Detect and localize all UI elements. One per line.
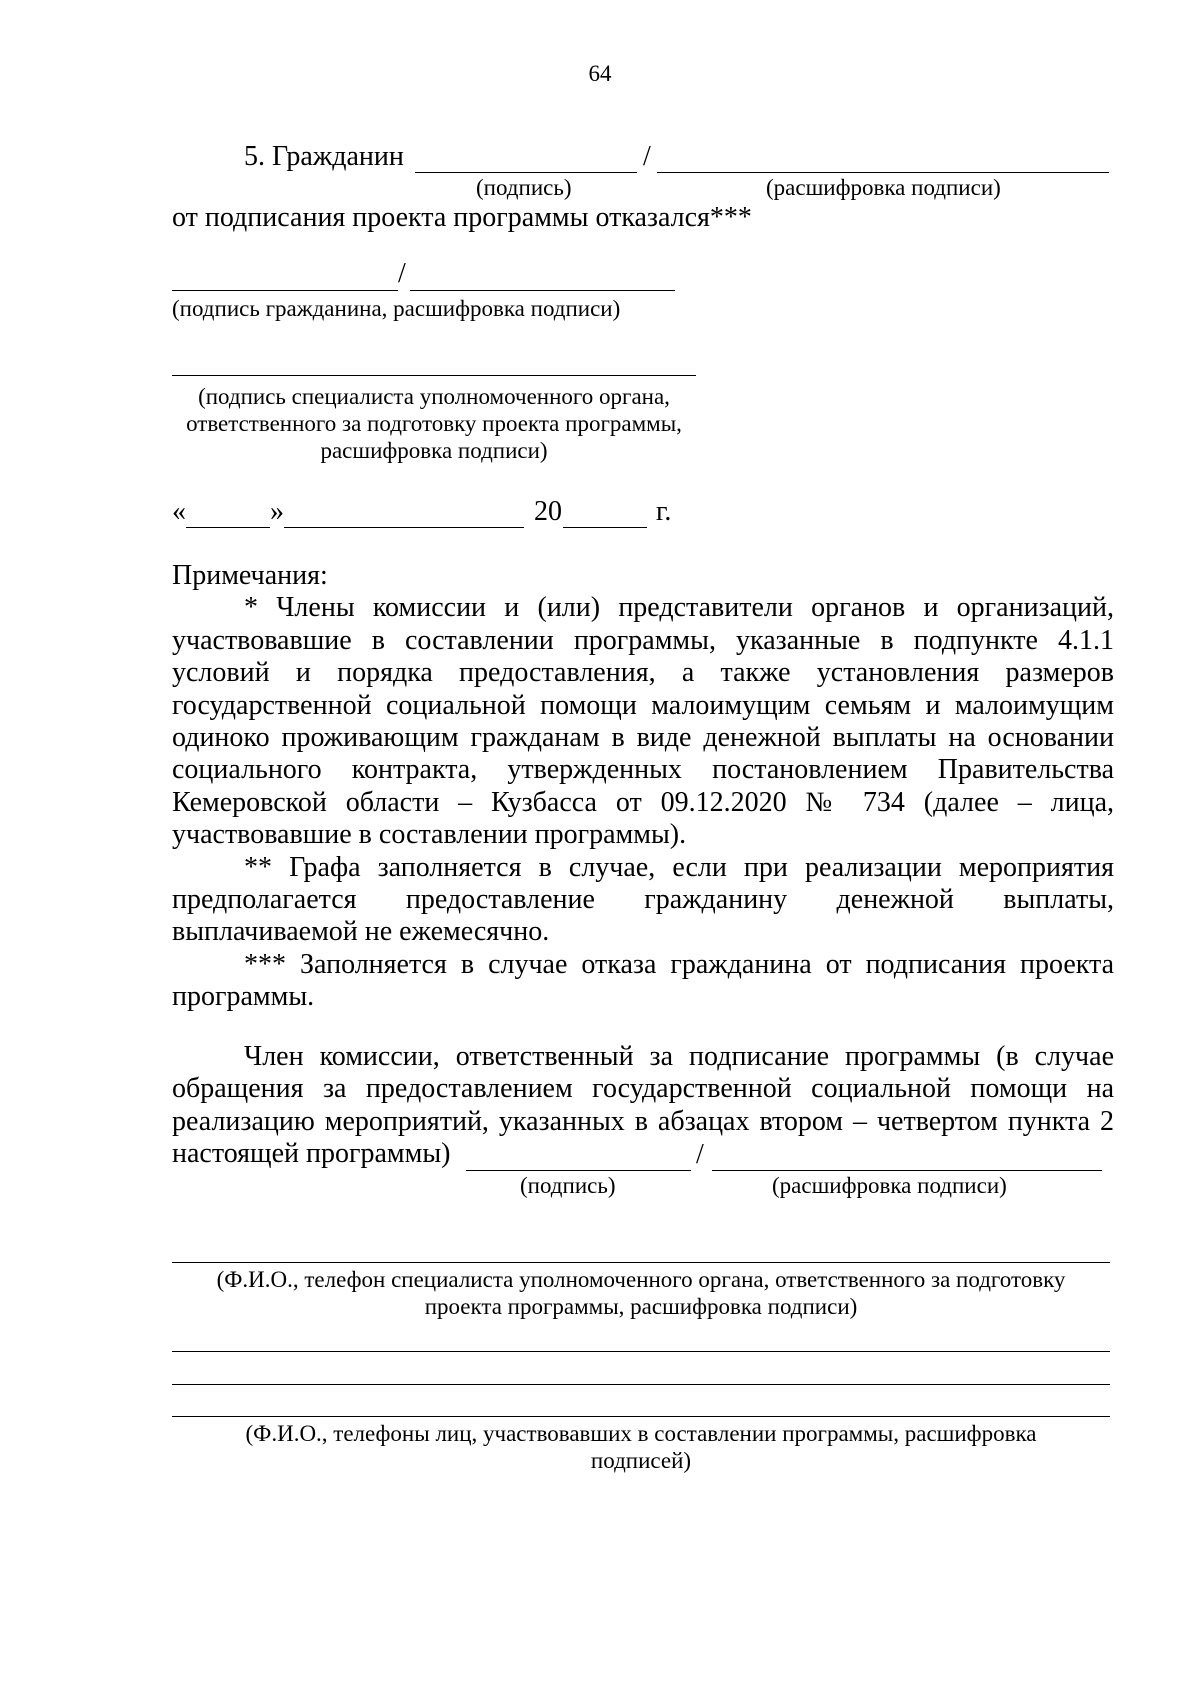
item5-label: 5. Гражданин bbox=[244, 141, 404, 172]
notes-heading: Примечания: bbox=[172, 560, 328, 591]
specialist-contact-caption-line1: (Ф.И.О., телефон специалиста уполномоченного органа, ответственного за подготовку bbox=[216, 1267, 1066, 1292]
item5-caption-signature: (подпись) bbox=[476, 175, 572, 200]
commission-block bbox=[172, 1041, 1114, 1171]
participants-caption-line2: подписей) bbox=[590, 1448, 692, 1473]
item5-decoding-line bbox=[657, 172, 1109, 173]
date-year-suffix: г. bbox=[656, 496, 672, 527]
specialist-caption bbox=[160, 383, 708, 464]
date-year-line bbox=[563, 527, 647, 528]
specialist-caption-line1: (подпись специалиста уполномоченного органа, bbox=[198, 384, 670, 409]
specialist-caption-line3: расшифровка подписи) bbox=[320, 438, 548, 463]
specialist-caption-line2: ответственного за подготовку проекта программы, bbox=[186, 411, 682, 436]
date-month-line bbox=[284, 527, 524, 528]
citizen-decoding-line bbox=[410, 290, 675, 291]
page-number: 64 bbox=[588, 61, 612, 86]
date-year-prefix: 20 bbox=[534, 496, 562, 527]
citizen-signature-line bbox=[172, 290, 398, 291]
participants-line-3 bbox=[172, 1416, 1110, 1417]
item5-caption-decoding: (расшифровка подписи) bbox=[766, 175, 1001, 200]
specialist-contact-caption bbox=[172, 1266, 1110, 1320]
commission-decoding-line bbox=[712, 1170, 1102, 1171]
citizen-slash: / bbox=[398, 258, 406, 289]
date-day-line bbox=[186, 527, 270, 528]
specialist-contact-caption-line2: проекта программы, расшифровка подписи) bbox=[424, 1294, 858, 1319]
participants-line-1 bbox=[172, 1351, 1110, 1352]
commission-text bbox=[172, 1041, 1114, 1171]
item5-signature-line bbox=[415, 172, 637, 173]
citizen-caption: (подпись гражданина, расшифровка подписи) bbox=[172, 296, 621, 321]
commission-caption-decoding: (расшифровка подписи) bbox=[772, 1173, 1007, 1198]
item5-slash: / bbox=[643, 141, 651, 172]
notes-block bbox=[172, 560, 1114, 1014]
commission-slash: / bbox=[696, 1139, 704, 1170]
item5-refusal-text: от подписания проекта программы отказался*** bbox=[172, 202, 752, 233]
specialist-signature-line bbox=[172, 375, 696, 376]
specialist-contact-line bbox=[172, 1262, 1110, 1263]
commission-caption-signature: (подпись) bbox=[520, 1173, 616, 1198]
note-2: ** Графа заполняется в случае, если при реализации мероприятия предполагается предоставление гражданину денежной выплаты, выплачиваемой не ежемесячно. bbox=[172, 851, 1114, 948]
participants-line-2 bbox=[172, 1384, 1110, 1385]
commission-signature-line bbox=[466, 1170, 691, 1171]
note-3: *** Заполняется в случае отказа гражданина от подписания проекта программы. bbox=[172, 948, 1114, 1013]
note-1: * Члены комиссии и (или) представители органов и организаций, участвовавшие в составлении программы, указанные в подпункте 4.1.1 условий и порядка предоставления, а также установления размеров государственной социальной помощи малоимущим семьям и малоимущим одиноко проживающим гражданам в виде денежной выплаты на основании социального контракта, утвержденных постановлением Правительства Кемеровской области – Кузбасса от 09.12.2020 № 734 (далее – лица, участвовавшие в составлении программы). bbox=[172, 592, 1114, 851]
participants-caption bbox=[172, 1420, 1110, 1474]
date-close-quote: » bbox=[270, 496, 284, 527]
commission-text-span: Член комиссии, ответственный за подписание программы (в случае обращения за предоставлением государственной социальной помощи на реализацию мероприятий, указанных в абзацах втором – четвертом пункта 2 настоящей программы) bbox=[172, 1041, 1114, 1170]
date-open-quote: « bbox=[172, 496, 186, 527]
participants-caption-line1: (Ф.И.О., телефоны лиц, участвовавших в составлении программы, расшифровка bbox=[245, 1421, 1037, 1446]
